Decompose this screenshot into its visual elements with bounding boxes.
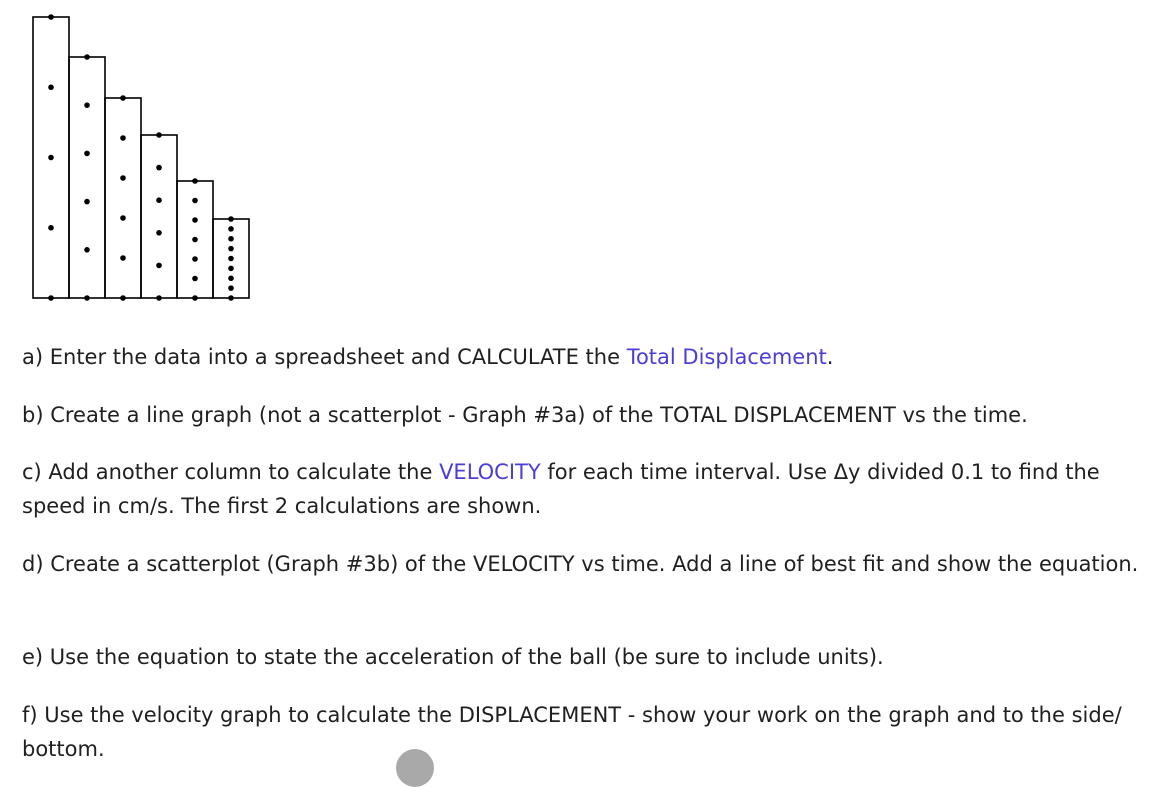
- tape-dot: [84, 247, 90, 253]
- tape-dot: [84, 199, 90, 205]
- tape-dot: [48, 295, 54, 301]
- question-d: d) Create a scatterplot (Graph #3b) of the VELOCITY vs time. Add a line of best fit and show the equation.: [22, 552, 1139, 576]
- tape-dot: [156, 197, 162, 203]
- tape-dot: [120, 295, 126, 301]
- tape-dot: [228, 266, 234, 272]
- tape-dot: [120, 215, 126, 221]
- tape-dot: [228, 246, 234, 252]
- tape-dot: [192, 237, 198, 243]
- tape-strip-3: [105, 98, 141, 298]
- tape-dot: [192, 198, 198, 204]
- tape-strip-4: [141, 135, 177, 298]
- tape-dot: [228, 216, 234, 222]
- tape-dot: [156, 295, 162, 301]
- total-displacement-term: Total Displacement: [626, 345, 827, 369]
- tape-dot: [84, 295, 90, 301]
- question-f: f) Use the velocity graph to calculate the DISPLACEMENT - show your work on the graph and to the side/ bottom.: [22, 703, 1122, 761]
- question-b: b) Create a line graph (not a scatterplot - Graph #3a) of the TOTAL DISPLACEMENT vs the time.: [22, 403, 1028, 427]
- tape-dot: [228, 256, 234, 262]
- tape-dot: [156, 230, 162, 236]
- question-c: [22, 455, 1162, 523]
- tape-dot: [156, 132, 162, 138]
- tape-dot: [48, 155, 54, 161]
- ticker-tape-figure: [0, 0, 270, 310]
- tape-dot: [228, 285, 234, 291]
- tape-dot: [192, 217, 198, 223]
- tape-dot: [228, 226, 234, 232]
- question-a-text: a) Enter the data into a spreadsheet and CALCULATE the: [22, 345, 627, 369]
- tape-dot: [120, 135, 126, 141]
- tape-dot: [228, 236, 234, 242]
- tape-dot: [120, 95, 126, 101]
- tape-strip-2: [69, 57, 105, 298]
- tape-dot: [192, 276, 198, 282]
- tape-dot: [192, 178, 198, 184]
- question-c-text: c) Add another column to calculate the: [22, 460, 440, 484]
- cursor-indicator: [396, 749, 434, 787]
- tape-dot: [48, 84, 54, 90]
- tape-dot: [156, 165, 162, 171]
- question-c-end: for each time interval. Use Δy divided 0.1 to find the speed in cm/s. The first 2 calculations are shown.: [22, 460, 1100, 518]
- tape-dot: [84, 151, 90, 157]
- tape-dot: [192, 256, 198, 262]
- question-e: e) Use the equation to state the acceleration of the ball (be sure to include units).: [22, 645, 884, 669]
- tape-dot: [48, 225, 54, 231]
- tape-dot: [192, 295, 198, 301]
- tape-dot: [228, 295, 234, 301]
- tape-dot: [156, 263, 162, 269]
- tape-dot: [120, 255, 126, 261]
- tape-dot: [84, 54, 90, 60]
- tape-dot: [48, 14, 54, 20]
- question-a: [22, 340, 1162, 374]
- velocity-term: VELOCITY: [439, 460, 541, 484]
- question-a-end: .: [826, 345, 834, 369]
- tape-dot: [120, 175, 126, 181]
- tape-dot: [228, 275, 234, 281]
- tape-dot: [84, 102, 90, 108]
